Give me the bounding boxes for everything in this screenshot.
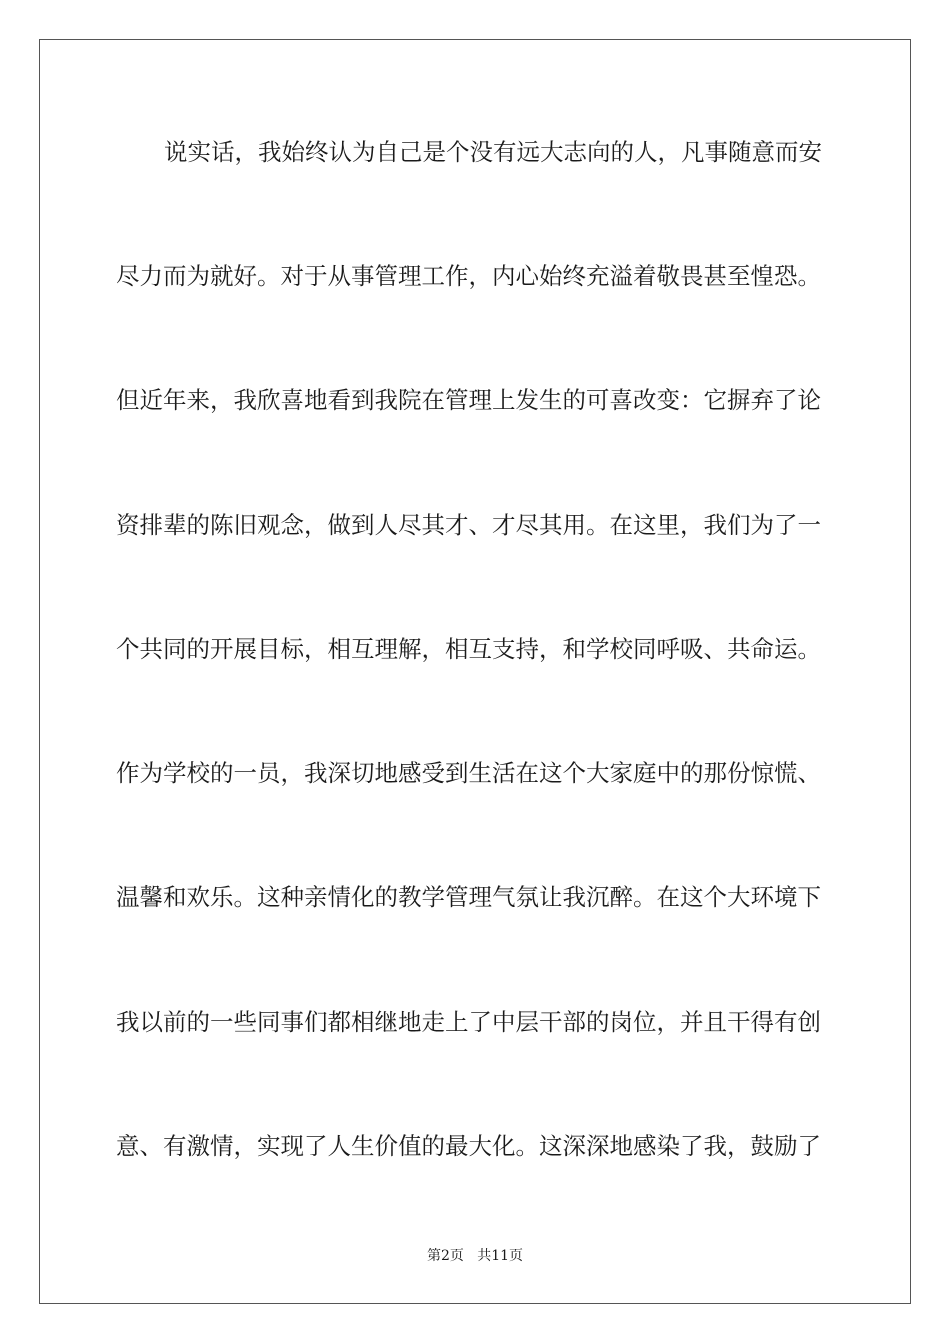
- text-line-7: 温馨和欢乐。这种亲情化的教学管理气氛让我沉醉。在这个大环境下: [116, 883, 821, 911]
- page-number: 第2页 共11页: [426, 1248, 524, 1264]
- text-line-2: 尽力而为就好。对于从事管理工作，内心始终充溢着敬畏甚至惶恐。: [116, 262, 821, 290]
- text-line-4: 资排辈的陈旧观念，做到人尽其才、才尽其用。在这里，我们为了一: [116, 511, 821, 539]
- text-line-6: 作为学校的一员，我深切地感受到生活在这个大家庭中的那份惊慌、: [116, 759, 821, 787]
- text-line-1: 说实话，我始终认为自己是个没有远大志向的人，凡事随意而安: [164, 138, 822, 166]
- text-line-9: 意、有激情，实现了人生价值的最大化。这深深地感染了我，鼓励了: [116, 1132, 821, 1160]
- text-line-5: 个共同的开展目标，相互理解，相互支持，和学校同呼吸、共命运。: [116, 635, 821, 663]
- text-line-8: 我以前的一些同事们都相继地走上了中层干部的岗位，并且干得有创: [116, 1008, 821, 1036]
- text-line-3: 但近年来，我欣喜地看到我院在管理上发生的可喜改变：它摒弃了论: [116, 386, 821, 414]
- page-border: [39, 39, 911, 1304]
